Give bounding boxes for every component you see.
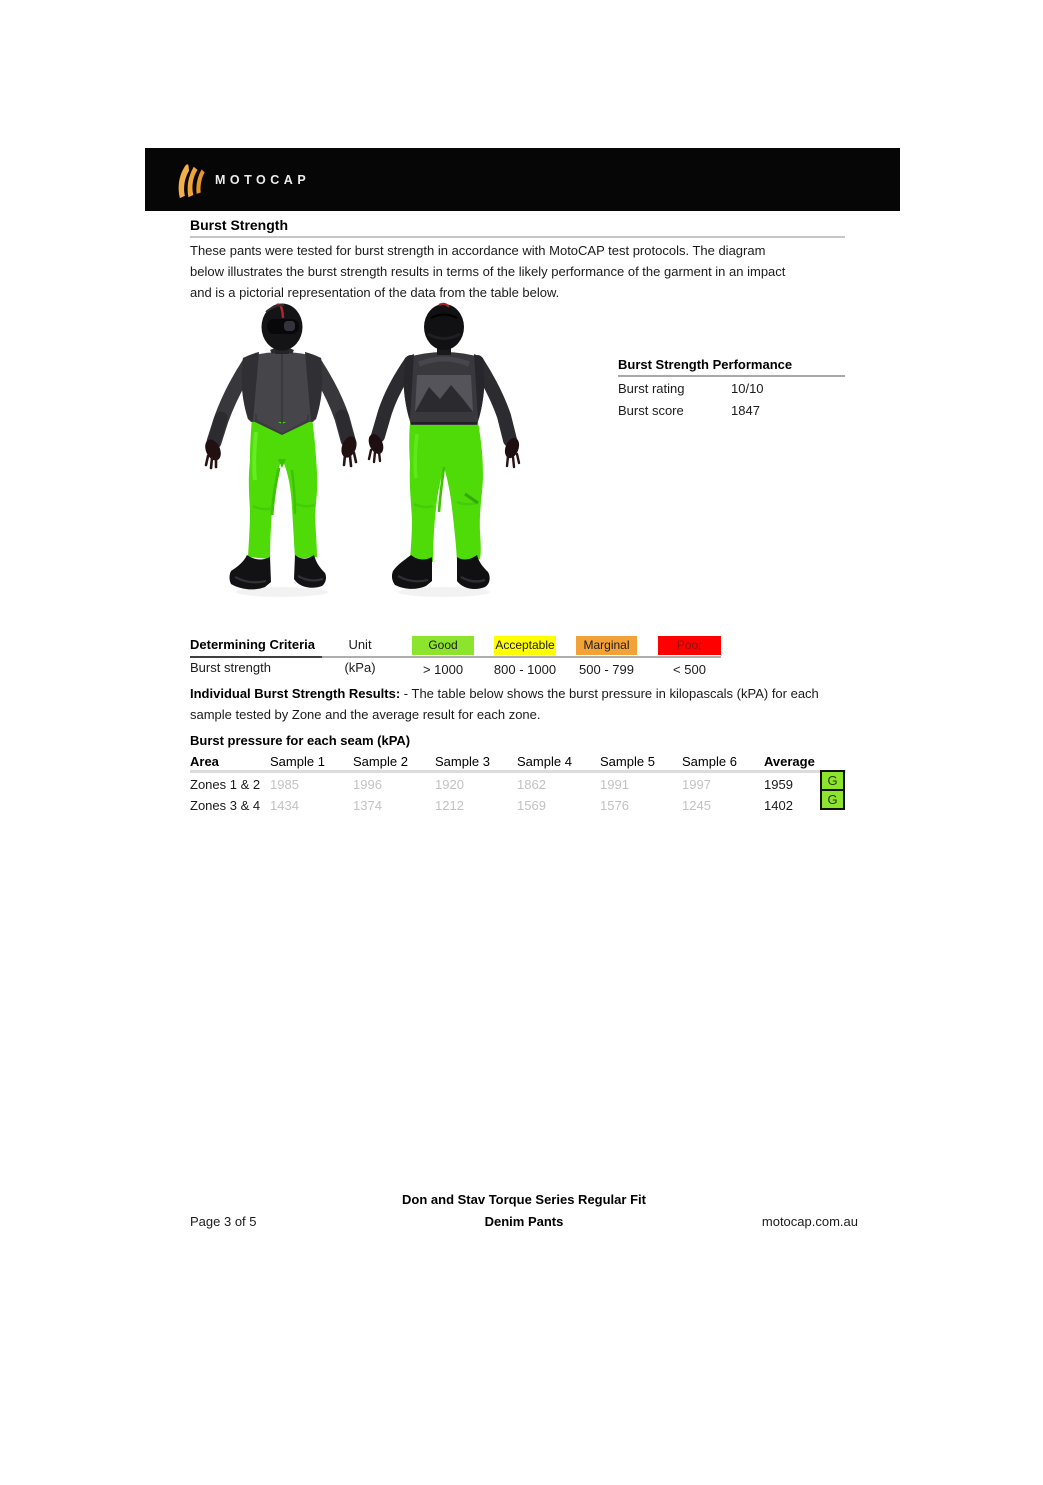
criteria-level-good: Good [412,636,474,655]
grade-badge: G [820,770,845,791]
col-header-sample4: Sample 4 [517,754,572,769]
helmet-icon [262,304,303,355]
pants-front [248,418,317,559]
criteria-title: Determining Criteria [190,637,315,652]
sample-value: 1576 [600,798,629,813]
criteria-header-rule [322,656,721,658]
col-header-average: Average [764,754,815,769]
zone-label: Zones 1 & 2 [190,777,261,792]
col-header-sample1: Sample 1 [270,754,325,769]
criteria-range-poor: < 500 [673,662,706,677]
motocap-logo-icon [173,158,207,202]
motocap-logo [173,158,310,202]
results-lead-line: Individual Burst Strength Results: - The table below shows the burst pressure in kilopascals (kPA) for each [190,686,819,701]
header-bar [145,148,900,211]
footer-page-number: Page 3 of 5 [190,1214,257,1229]
pants-back [409,422,483,562]
motocap-logo-text: MOTOCAP [215,172,311,187]
performance-value: 1847 [731,402,760,418]
helmet-icon [424,304,464,355]
col-header-sample5: Sample 5 [600,754,655,769]
results-lead-bold: Individual Burst Strength Results: [190,686,401,701]
intro-line: and is a pictorial representation of the data from the table below. [190,285,560,300]
criteria-row-label: Burst strength [190,660,271,675]
results-lead-line: sample tested by Zone and the average result for each zone. [190,707,541,722]
performance-table [618,357,845,421]
col-header-sample2: Sample 2 [353,754,408,769]
jacket-back [404,352,485,425]
intro-paragraph [190,240,870,303]
col-header-sample6: Sample 6 [682,754,737,769]
seam-table-title: Burst pressure for each seam (kPA) [190,733,411,748]
performance-value: 10/10 [731,380,764,396]
mannequin-figures [195,300,525,600]
sample-value: 1920 [435,777,464,792]
seam-header-rule [190,770,846,773]
footer-website: motocap.com.au [761,1214,858,1229]
criteria-range-marginal: 500 - 799 [579,662,634,677]
sample-value: 1985 [270,777,299,792]
performance-label: Burst rating [618,380,685,396]
performance-title: Burst Strength Performance [618,357,845,377]
performance-row [618,399,845,421]
section-title: Burst Strength [190,217,845,238]
mannequin-front-view [202,304,359,598]
performance-row [618,377,845,399]
results-lead [190,683,880,725]
average-value: 1402 [764,798,793,813]
col-header-area: Area [190,754,219,769]
sample-value: 1245 [682,798,711,813]
criteria-level-marginal: Marginal [576,636,637,655]
boots-back [392,555,490,589]
criteria-level-poor: Poor [658,636,721,655]
col-header-sample3: Sample 3 [435,754,490,769]
sample-value: 1997 [682,777,711,792]
criteria-level-acceptable: Acceptable [494,636,556,655]
criteria-range-acceptable: 800 - 1000 [493,662,557,677]
average-value: 1959 [764,777,793,792]
grade-badge: G [820,789,845,810]
criteria-row-unit: (kPa) [344,660,376,675]
sample-value: 1862 [517,777,546,792]
intro-line: below illustrates the burst strength results in terms of the likely performance of the garment in an impact [190,264,786,279]
intro-line: These pants were tested for burst strength in accordance with MotoCAP test protocols. The diagram [190,243,766,258]
boots-front [230,555,327,589]
sample-value: 1434 [270,798,299,813]
performance-label: Burst score [618,402,684,418]
criteria-unit-header: Unit [348,637,372,652]
mannequin-back-view [366,304,522,597]
zone-label: Zones 3 & 4 [190,798,261,813]
criteria-header-rule [190,656,322,658]
sample-value: 1991 [600,777,629,792]
footer-doc-subtitle: Denim Pants [484,1214,564,1229]
criteria-range-good: > 1000 [422,662,464,677]
sample-value: 1996 [353,777,382,792]
sample-value: 1212 [435,798,464,813]
sample-value: 1374 [353,798,382,813]
sample-value: 1569 [517,798,546,813]
footer-doc-title: Don and Stav Torque Series Regular Fit [402,1192,646,1207]
